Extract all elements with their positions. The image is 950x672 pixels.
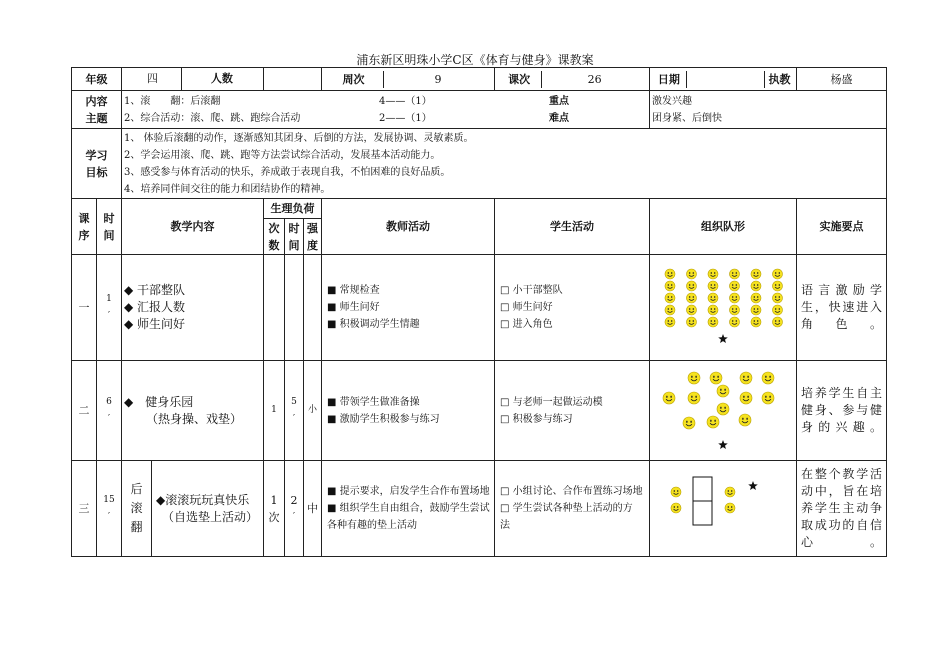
- student-activity-item: □ 积极参与练习: [500, 413, 573, 425]
- difficulty-label: 难点: [549, 112, 569, 124]
- sub-label: 后: [130, 482, 143, 496]
- row-intensity: 中: [304, 461, 322, 557]
- row-intensity: [304, 255, 322, 361]
- theme-label: 主题: [85, 111, 108, 125]
- smiley-icon: [762, 372, 774, 384]
- teacher-activity-item: ■ 组织学生自由组合，鼓励学生尝试: [327, 503, 490, 514]
- content-item: ◆ 汇报人数: [124, 300, 186, 314]
- essentials-header: 实施要点: [797, 199, 887, 255]
- content-item: ◆ 健身乐园: [124, 394, 194, 409]
- row-count: [264, 255, 285, 361]
- teacher-activity-item: ■ 常规检查: [327, 285, 380, 296]
- row-order: 二: [72, 361, 97, 461]
- smiley-icon: [740, 372, 752, 384]
- formation-diagram: [653, 365, 793, 457]
- week-value: 9: [383, 71, 492, 88]
- content-item: ◆ 干部整队: [124, 283, 186, 297]
- row-load-time: 5: [291, 396, 297, 407]
- smiley-icon: [687, 281, 697, 291]
- theme-line-1: 1、滚 翻：后滚翻: [124, 95, 221, 107]
- smiley-icon: [725, 503, 735, 513]
- student-activity-header: 学生活动: [495, 199, 650, 255]
- student-activity-item: □ 进入角色: [500, 319, 553, 330]
- student-activity-item: □ 小组讨论、合作布置练习场地: [500, 486, 643, 497]
- row-time: 15: [103, 494, 115, 505]
- content-header: 教学内容: [122, 199, 264, 255]
- smiley-icon: [773, 269, 783, 279]
- smiley-icon: [717, 385, 729, 397]
- key-value: 激发兴趣: [652, 95, 693, 107]
- row-time: 6: [106, 396, 112, 407]
- intensity-header-2: 度: [307, 238, 319, 252]
- content-item: （自选垫上活动）: [162, 509, 259, 524]
- objective-item: 3、感受参与体育活动的快乐，养成敢于表现自我，不怕困难的良好品质。: [124, 166, 451, 178]
- row-load-time-mark: ′: [292, 511, 296, 522]
- key-label: 重点: [549, 95, 569, 107]
- row-load-time: 2: [290, 493, 298, 507]
- people-value: [264, 68, 322, 91]
- order-header-2: 序: [78, 228, 90, 242]
- smiley-icon: [688, 392, 700, 404]
- smiley-icon: [708, 293, 718, 303]
- row-time-mark: ′: [107, 413, 111, 424]
- row-count: 1: [270, 493, 278, 507]
- row-order: 三: [72, 461, 97, 557]
- smiley-icon: [751, 293, 761, 303]
- smiley-icon: [708, 281, 718, 291]
- smiley-icon: [663, 392, 675, 404]
- teacher-activity-item: ■ 积极调动学生情趣: [327, 319, 420, 330]
- objective-item: 2、学会运用滚、爬、跳、跑等方法尝试综合活动，发展基本活动能力。: [124, 149, 441, 161]
- row-essentials: 在整个教学活动中，旨在培养学生主动争取成功的自信心。: [797, 461, 887, 557]
- time-header-1: 时: [103, 211, 115, 225]
- row-time: 1: [106, 293, 112, 304]
- table-row: [72, 255, 887, 361]
- student-activity-item: □ 小干部整队: [500, 285, 563, 296]
- row-count: 1: [264, 361, 285, 461]
- star-icon: [718, 440, 728, 449]
- star-icon: [748, 481, 758, 490]
- table-row: [72, 361, 887, 461]
- student-activity-item: □ 师生问好: [500, 302, 553, 313]
- smiley-icon: [687, 317, 697, 327]
- people-label: 人数: [210, 72, 233, 85]
- star-icon: [718, 334, 728, 343]
- smiley-icon: [773, 281, 783, 291]
- smiley-icon: [708, 305, 718, 315]
- content-item: ◆ 师生问好: [124, 317, 186, 331]
- teacher-activity-item: ■ 激励学生积极参与练习: [327, 413, 440, 425]
- teacher-activity-item: ■ 师生问好: [327, 302, 380, 313]
- smiley-icon: [665, 269, 675, 279]
- column-header-row: [72, 199, 887, 219]
- student-activity-item: 法: [500, 520, 511, 531]
- smiley-icon: [751, 317, 761, 327]
- count-header-2: 数: [268, 238, 280, 252]
- formation-header: 组织队形: [650, 199, 797, 255]
- theme-line-1-ref: 4——（1）: [379, 95, 432, 107]
- date-label: 日期: [657, 72, 680, 86]
- content-item: ◆滚滚玩玩真快乐: [156, 492, 250, 507]
- smiley-icon: [773, 305, 783, 315]
- smiley-icon: [751, 305, 761, 315]
- objective-item: 1、 体验后滚翻的动作，逐渐感知其团身、后倒的方法，发展协调、灵敏素质。: [124, 132, 474, 144]
- grade-label: 年级: [72, 68, 122, 91]
- time-header-2: 间: [103, 228, 115, 242]
- smiley-icon: [730, 269, 740, 279]
- teacher-value: 杨盛: [830, 72, 853, 86]
- formation-diagram: [653, 474, 793, 544]
- smiley-icon: [730, 281, 740, 291]
- smiley-icon: [708, 317, 718, 327]
- smiley-icon: [687, 293, 697, 303]
- mat-shape: [693, 501, 712, 525]
- row-intensity: 小: [304, 361, 322, 461]
- row-order: 一: [72, 255, 97, 361]
- smiley-icon: [773, 317, 783, 327]
- grade-value: 四: [146, 72, 158, 85]
- smiley-icon: [665, 293, 675, 303]
- load-header: 生理负荷: [264, 199, 322, 219]
- theme-line-2: 2、综合活动：滚、爬、跳、跑综合活动: [124, 112, 301, 124]
- lesson-plan-table: [71, 67, 887, 557]
- content-item: （热身操、戏垫）: [146, 411, 243, 426]
- smiley-icon: [710, 372, 722, 384]
- smiley-icon: [683, 417, 695, 429]
- smiley-icon: [751, 281, 761, 291]
- row-count-unit: 次: [268, 510, 280, 524]
- load-time-header-1: 时: [288, 221, 300, 235]
- week-label: 周次: [342, 72, 365, 86]
- teacher-activity-item: ■ 带领学生做准备操: [327, 396, 420, 408]
- smiley-icon: [665, 317, 675, 327]
- table-row: [72, 461, 887, 557]
- smiley-icon: [725, 487, 735, 497]
- teacher-activity-item: 各种有趣的垫上活动: [327, 520, 418, 531]
- row-load-time-mark: ′: [292, 413, 296, 424]
- header-row: [72, 68, 887, 91]
- date-value: [686, 71, 764, 88]
- order-header-1: 课: [78, 211, 90, 225]
- smiley-icon: [671, 487, 681, 497]
- difficulty-value: 团身紧、后倒快: [652, 112, 723, 124]
- smiley-icon: [671, 503, 681, 513]
- row-essentials: 培养学生自主健身、参与健身的兴趣。: [797, 361, 887, 461]
- smiley-icon: [730, 305, 740, 315]
- smiley-icon: [730, 293, 740, 303]
- count-header-1: 次: [268, 221, 280, 235]
- teacher-activity-header: 教师活动: [322, 199, 495, 255]
- smiley-icon: [687, 305, 697, 315]
- smiley-icon: [717, 403, 729, 415]
- load-time-header-2: 间: [288, 238, 300, 252]
- teacher-label: 执教: [764, 71, 794, 88]
- smiley-icon: [751, 269, 761, 279]
- objectives-label-2: 目标: [85, 165, 108, 179]
- sub-label: 翻: [130, 520, 143, 534]
- smiley-icon: [773, 293, 783, 303]
- content-label: 内容: [85, 94, 108, 108]
- lesson-label: 课次: [508, 72, 531, 86]
- smiley-icon: [762, 392, 774, 404]
- smiley-icon: [739, 414, 751, 426]
- objectives-label-1: 学习: [85, 148, 108, 162]
- smiley-icon: [730, 317, 740, 327]
- theme-line-2-ref: 2——（1）: [379, 112, 432, 124]
- formation-diagram: [653, 260, 793, 356]
- smiley-icon: [665, 305, 675, 315]
- page-title: 浦东新区明珠小学C区《体育与健身》课教案: [356, 53, 594, 67]
- smiley-icon: [687, 269, 697, 279]
- sub-label: 滚: [130, 501, 143, 515]
- mat-shape: [693, 477, 712, 501]
- student-activity-item: □ 学生尝试各种垫上活动的方: [500, 503, 633, 514]
- student-activity-item: □ 与老师一起做运动模: [500, 396, 603, 408]
- row-time-mark: ′: [107, 511, 111, 522]
- smiley-icon: [708, 269, 718, 279]
- intensity-header-1: 强: [307, 221, 319, 235]
- objectives-row: [72, 129, 887, 199]
- content-theme-row: [72, 91, 887, 129]
- teacher-activity-item: ■ 提示要求，启发学生合作布置场地: [327, 486, 490, 497]
- smiley-icon: [740, 392, 752, 404]
- objective-item: 4、培养同伴间交往的能力和团结协作的精神。: [124, 183, 331, 195]
- row-load-time: [285, 255, 304, 361]
- smiley-icon: [665, 281, 675, 291]
- row-essentials: 语言激励学生，快速进入角色。: [797, 255, 887, 361]
- smiley-icon: [688, 372, 700, 384]
- smiley-icon: [707, 416, 719, 428]
- row-time-mark: ′: [107, 310, 111, 321]
- lesson-value: 26: [541, 71, 647, 88]
